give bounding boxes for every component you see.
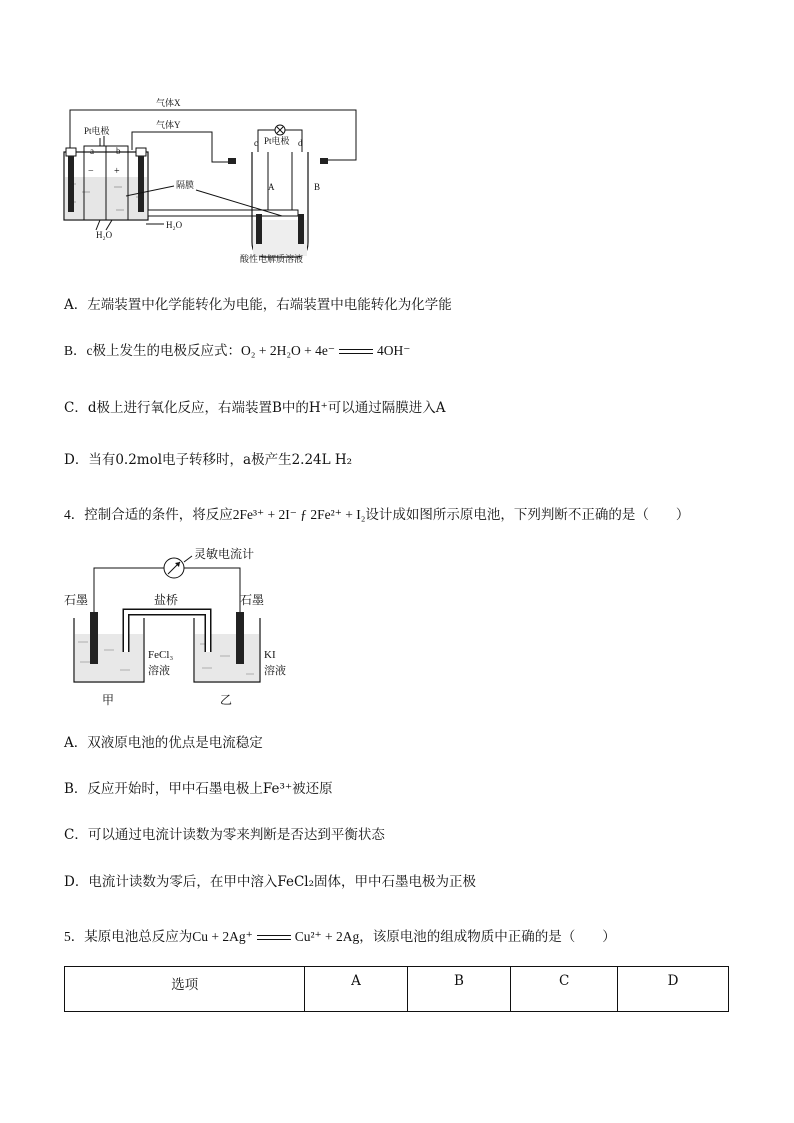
label-ki: KI xyxy=(264,649,276,661)
table-header-cell: B xyxy=(407,967,511,1012)
q4-stem: 4．控制合适的条件，将反应2Fe³⁺ + 2I⁻ ƒ 2Fe²⁺ + I₂设计成如图所示原电池，下列判断不正确的是（ ） xyxy=(64,507,690,522)
table-row xyxy=(65,967,729,1012)
label-c: c xyxy=(254,138,258,148)
label-membrane: 隔膜 xyxy=(176,180,195,190)
equals-sign xyxy=(339,349,373,354)
label-tube-b: B xyxy=(314,182,321,192)
label-fecl3: FeCl₃ xyxy=(148,649,174,661)
label-water-arrow: H₂O xyxy=(166,220,183,230)
table-header-cell: C xyxy=(511,967,618,1012)
label-plus: + xyxy=(114,166,120,177)
table-header-cell: A xyxy=(305,967,407,1012)
q3-option-d: D．当有0.2mol电子转移时，a极产生2.24L H₂ xyxy=(64,452,353,468)
label-water-left: H₂O xyxy=(96,230,113,240)
label-a: a xyxy=(90,146,94,156)
label-pt-left: Pt电极 xyxy=(84,126,110,136)
label-gas-y: 气体Y xyxy=(156,120,181,130)
q3-option-b: B．c极上发生的电极反应式：O₂ + 2H₂O + 4e⁻ 4OH⁻ xyxy=(64,343,411,358)
label-b: b xyxy=(116,146,121,156)
label-yi: 乙 xyxy=(220,693,233,707)
label-fecl3-solution: 溶液 xyxy=(148,665,170,677)
label-salt-bridge: 盐桥 xyxy=(154,593,179,607)
q3-option-c: C．d极上进行氧化反应，右端装置B中的H⁺可以通过隔膜进入A xyxy=(64,400,446,416)
label-tube-a: A xyxy=(268,182,275,192)
table-header-cell: D xyxy=(618,967,729,1012)
label-minus: − xyxy=(88,166,94,177)
q5-stem: 5．某原电池总反应为Cu + 2Ag⁺ Cu²⁺ + 2Ag，该原电池的组成物质中正确的是（ ） xyxy=(64,929,616,944)
label-galvanometer: 灵敏电流计 xyxy=(194,547,255,561)
label-jia: 甲 xyxy=(102,693,115,707)
q3-option-a: A．左端装置中化学能转化为电能，右端装置中电能转化为化学能 xyxy=(64,297,452,313)
q5-answer-table xyxy=(64,966,729,1012)
label-ki-solution: 溶液 xyxy=(264,665,286,677)
equals-sign xyxy=(257,935,291,940)
q4-option-d: D．电流计读数为零后，在甲中溶入FeCl₂固体，甲中石墨电极为正极 xyxy=(64,874,477,890)
label-graphite-left: 石墨 xyxy=(64,593,89,607)
label-pt-right: Pt电极 xyxy=(264,136,290,146)
q4-option-a: A．双液原电池的优点是电流稳定 xyxy=(64,735,263,751)
figure-electrolysis-fuel-cell xyxy=(56,92,376,272)
label-gas-x: 气体X xyxy=(156,98,181,108)
label-electrolyte: 酸性电解质溶液 xyxy=(240,254,304,264)
figure-galvanic-cell xyxy=(60,540,300,710)
q4-option-b: B．反应开始时，甲中石墨电极上Fe³⁺被还原 xyxy=(64,781,333,797)
label-d: d xyxy=(298,138,303,148)
table-header-cell: 选项 xyxy=(65,967,305,1012)
q4-option-c: C．可以通过电流计读数为零来判断是否达到平衡状态 xyxy=(64,827,385,843)
label-graphite-right: 石墨 xyxy=(240,593,265,607)
